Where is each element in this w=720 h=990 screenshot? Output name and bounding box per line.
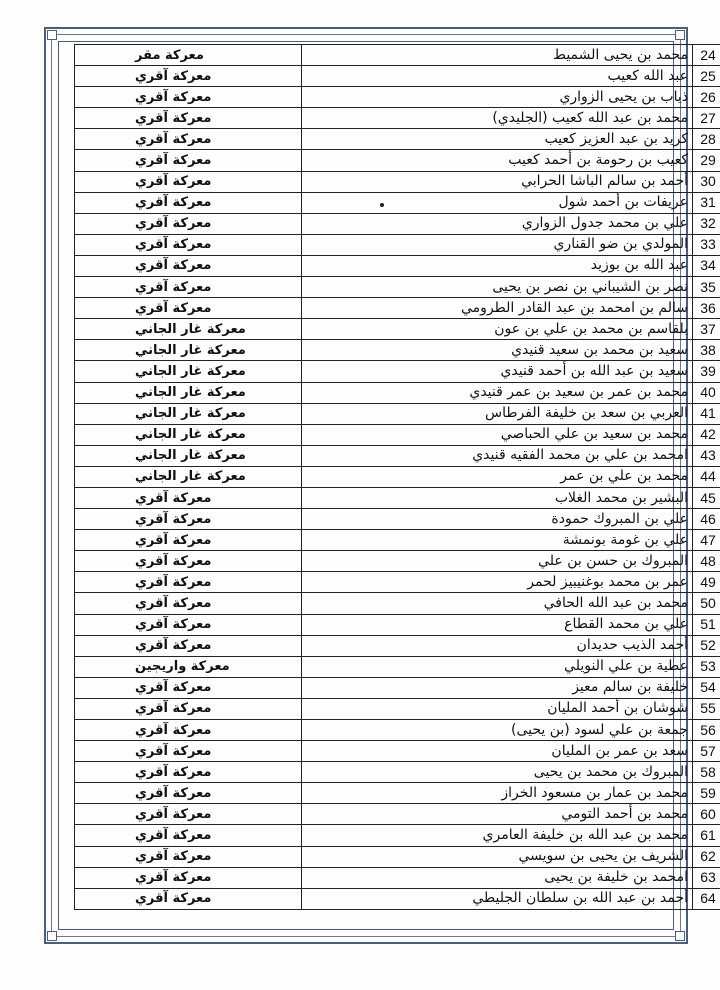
- table-row: [75, 382, 720, 403]
- person-name: عمر بن محمد بوغنيبيز لحمر: [302, 572, 693, 593]
- table-row: [75, 487, 720, 508]
- battle-name: معركة آقري: [75, 298, 302, 319]
- battle-name: معركة آقري: [75, 277, 302, 298]
- person-name: محمد بن عبد الله بن خليفة العامري: [302, 825, 693, 846]
- row-number: 25: [693, 66, 720, 87]
- table-row: [75, 66, 720, 87]
- table-row: [75, 45, 720, 66]
- person-name: امحمد بن خليفة بن يحيى: [302, 867, 693, 888]
- row-number: 34: [693, 255, 720, 276]
- battle-name: معركة غار الجاني: [75, 403, 302, 424]
- row-number: 51: [693, 614, 720, 635]
- person-name: عبد الله بن بوزيد: [302, 255, 693, 276]
- row-number: 64: [693, 888, 720, 909]
- person-name: امحمد بن علي بن محمد الفقيه قنيدي: [302, 445, 693, 466]
- table-row: [75, 361, 720, 382]
- person-name: علي بن محمد القطاع: [302, 614, 693, 635]
- border-corner-ornament: [47, 30, 57, 40]
- battle-name: معركة غار الجاني: [75, 424, 302, 445]
- person-name: محمد بن عبد الله الحافي: [302, 593, 693, 614]
- table-row: [75, 466, 720, 487]
- row-number: 57: [693, 741, 720, 762]
- person-name: محمد بن يحيى الشميط: [302, 45, 693, 66]
- border-corner-ornament: [675, 30, 685, 40]
- stray-dot: [380, 203, 384, 207]
- battle-name: معركة آقري: [75, 530, 302, 551]
- row-number: 55: [693, 698, 720, 719]
- battle-name: معركة غار الجاني: [75, 382, 302, 403]
- battle-name: معركة آقري: [75, 551, 302, 572]
- table-row: [75, 403, 720, 424]
- row-number: 62: [693, 846, 720, 867]
- person-name: محمد بن أحمد التومي: [302, 804, 693, 825]
- battle-name: معركة مقر: [75, 45, 302, 66]
- person-name: محمد بن عبد الله كعيب (الجليدي): [302, 108, 693, 129]
- battle-name: معركة آقري: [75, 720, 302, 741]
- row-number: 58: [693, 762, 720, 783]
- person-name: سالم بن امحمد بن عبد القادر الطرومي: [302, 298, 693, 319]
- table-row: [75, 213, 720, 234]
- battle-name: معركة آقري: [75, 234, 302, 255]
- row-number: 27: [693, 108, 720, 129]
- table-row: [75, 298, 720, 319]
- row-number: 48: [693, 551, 720, 572]
- names-table-wrapper: [74, 44, 716, 907]
- row-number: 50: [693, 593, 720, 614]
- person-name: المبروك بن محمد بن يحيى: [302, 762, 693, 783]
- row-number: 26: [693, 87, 720, 108]
- person-name: عريفات بن أحمد شول: [302, 192, 693, 213]
- battle-name: معركة آقري: [75, 635, 302, 656]
- table-row: [75, 614, 720, 635]
- row-number: 40: [693, 382, 720, 403]
- border-corner-ornament: [675, 931, 685, 941]
- battle-name: معركة آقري: [75, 255, 302, 276]
- battle-name: معركة آقري: [75, 804, 302, 825]
- battle-name: معركة آقري: [75, 509, 302, 530]
- person-name: كعيب بن رحومة بن أحمد كعيب: [302, 150, 693, 171]
- battle-name: معركة آقري: [75, 593, 302, 614]
- table-row: [75, 129, 720, 150]
- row-number: 46: [693, 509, 720, 530]
- battle-name: معركة آقري: [75, 614, 302, 635]
- person-name: عبد الله كعيب: [302, 66, 693, 87]
- table-row: [75, 741, 720, 762]
- battle-name: معركة واريجين: [75, 656, 302, 677]
- table-row: [75, 867, 720, 888]
- battle-name: معركة آقري: [75, 213, 302, 234]
- person-name: أحمد الذيب حديدان: [302, 635, 693, 656]
- row-number: 36: [693, 298, 720, 319]
- person-name: محمد بن عمر بن سعيد بن عمر قنيدي: [302, 382, 693, 403]
- person-name: أحمد بن سالم الباشا الحرابي: [302, 171, 693, 192]
- table-row: [75, 804, 720, 825]
- table-row: [75, 698, 720, 719]
- table-row: [75, 150, 720, 171]
- row-number: 41: [693, 403, 720, 424]
- battle-name: معركة غار الجاني: [75, 445, 302, 466]
- table-row: [75, 720, 720, 741]
- table-row: [75, 530, 720, 551]
- battle-name: معركة آقري: [75, 846, 302, 867]
- border-corner-ornament: [47, 931, 57, 941]
- table-row: [75, 572, 720, 593]
- battle-name: معركة آقري: [75, 66, 302, 87]
- table-row: [75, 424, 720, 445]
- person-name: سعيد بن عبد الله بن أحمد قنيدي: [302, 361, 693, 382]
- row-number: 61: [693, 825, 720, 846]
- table-row: [75, 277, 720, 298]
- row-number: 35: [693, 277, 720, 298]
- table-row: [75, 593, 720, 614]
- person-name: سعد بن عمر بن المليان: [302, 741, 693, 762]
- table-row: [75, 255, 720, 276]
- table-row: [75, 635, 720, 656]
- row-number: 63: [693, 867, 720, 888]
- table-row: [75, 234, 720, 255]
- battle-name: معركة آقري: [75, 677, 302, 698]
- row-number: 59: [693, 783, 720, 804]
- person-name: محمد بن علي بن عمر: [302, 466, 693, 487]
- table-row: [75, 445, 720, 466]
- table-row: [75, 783, 720, 804]
- person-name: العربي بن سعد بن خليفة الفرطاس: [302, 403, 693, 424]
- table-row: [75, 108, 720, 129]
- row-number: 32: [693, 213, 720, 234]
- row-number: 33: [693, 234, 720, 255]
- row-number: 38: [693, 340, 720, 361]
- battle-name: معركة آقري: [75, 192, 302, 213]
- row-number: 31: [693, 192, 720, 213]
- battle-name: معركة آقري: [75, 150, 302, 171]
- person-name: محمد بن عمار بن مسعود الخراز: [302, 783, 693, 804]
- table-row: [75, 677, 720, 698]
- row-number: 30: [693, 171, 720, 192]
- table-row: [75, 87, 720, 108]
- battle-name: معركة آقري: [75, 171, 302, 192]
- row-number: 29: [693, 150, 720, 171]
- person-name: البشير بن محمد الغلاب: [302, 487, 693, 508]
- battle-name: معركة غار الجاني: [75, 466, 302, 487]
- battle-name: معركة آقري: [75, 888, 302, 909]
- battle-name: معركة آقري: [75, 87, 302, 108]
- row-number: 49: [693, 572, 720, 593]
- person-name: بلقاسم بن محمد بن علي بن عون: [302, 319, 693, 340]
- battle-name: معركة آقري: [75, 698, 302, 719]
- person-name: جمعة بن علي لسود (بن يحيى): [302, 720, 693, 741]
- table-row: [75, 825, 720, 846]
- names-table: [74, 44, 720, 910]
- person-name: محمد بن سعيد بن علي الحباصي: [302, 424, 693, 445]
- row-number: 37: [693, 319, 720, 340]
- table-row: [75, 762, 720, 783]
- person-name: ذياب بن يحيى الزواري: [302, 87, 693, 108]
- person-name: سعيد بن محمد بن سعيد قنيدي: [302, 340, 693, 361]
- table-row: [75, 319, 720, 340]
- battle-name: معركة غار الجاني: [75, 319, 302, 340]
- row-number: 44: [693, 466, 720, 487]
- battle-name: معركة آقري: [75, 487, 302, 508]
- person-name: علي بن المبروك حمودة: [302, 509, 693, 530]
- row-number: 52: [693, 635, 720, 656]
- table-row: [75, 340, 720, 361]
- person-name: أحمد بن عبد الله بن سلطان الجليطي: [302, 888, 693, 909]
- person-name: علي بن غومة بونمشة: [302, 530, 693, 551]
- battle-name: معركة آقري: [75, 129, 302, 150]
- person-name: كريد بن عبد العزيز كعيب: [302, 129, 693, 150]
- person-name: الشريف بن يحيى بن سويسي: [302, 846, 693, 867]
- person-name: نصر بن الشيباني بن نصر بن يحيى: [302, 277, 693, 298]
- person-name: المبروك بن حسن بن علي: [302, 551, 693, 572]
- battle-name: معركة آقري: [75, 783, 302, 804]
- table-row: [75, 551, 720, 572]
- table-row: [75, 888, 720, 909]
- battle-name: معركة آقري: [75, 741, 302, 762]
- person-name: المولدي بن ضو القناري: [302, 234, 693, 255]
- row-number: 56: [693, 720, 720, 741]
- battle-name: معركة غار الجاني: [75, 361, 302, 382]
- row-number: 43: [693, 445, 720, 466]
- row-number: 39: [693, 361, 720, 382]
- table-row: [75, 846, 720, 867]
- person-name: شوشان بن أحمد المليان: [302, 698, 693, 719]
- row-number: 60: [693, 804, 720, 825]
- battle-name: معركة غار الجاني: [75, 340, 302, 361]
- battle-name: معركة آقري: [75, 108, 302, 129]
- row-number: 42: [693, 424, 720, 445]
- table-row: [75, 192, 720, 213]
- person-name: علي بن محمد جدول الزواري: [302, 213, 693, 234]
- row-number: 28: [693, 129, 720, 150]
- table-row: [75, 656, 720, 677]
- row-number: 24: [693, 45, 720, 66]
- row-number: 45: [693, 487, 720, 508]
- battle-name: معركة آقري: [75, 867, 302, 888]
- table-row: [75, 509, 720, 530]
- battle-name: معركة آقري: [75, 762, 302, 783]
- person-name: عطية بن علي النويلي: [302, 656, 693, 677]
- person-name: خليفة بن سالم معيز: [302, 677, 693, 698]
- table-row: [75, 171, 720, 192]
- row-number: 47: [693, 530, 720, 551]
- row-number: 54: [693, 677, 720, 698]
- battle-name: معركة آقري: [75, 572, 302, 593]
- row-number: 53: [693, 656, 720, 677]
- battle-name: معركة آقري: [75, 825, 302, 846]
